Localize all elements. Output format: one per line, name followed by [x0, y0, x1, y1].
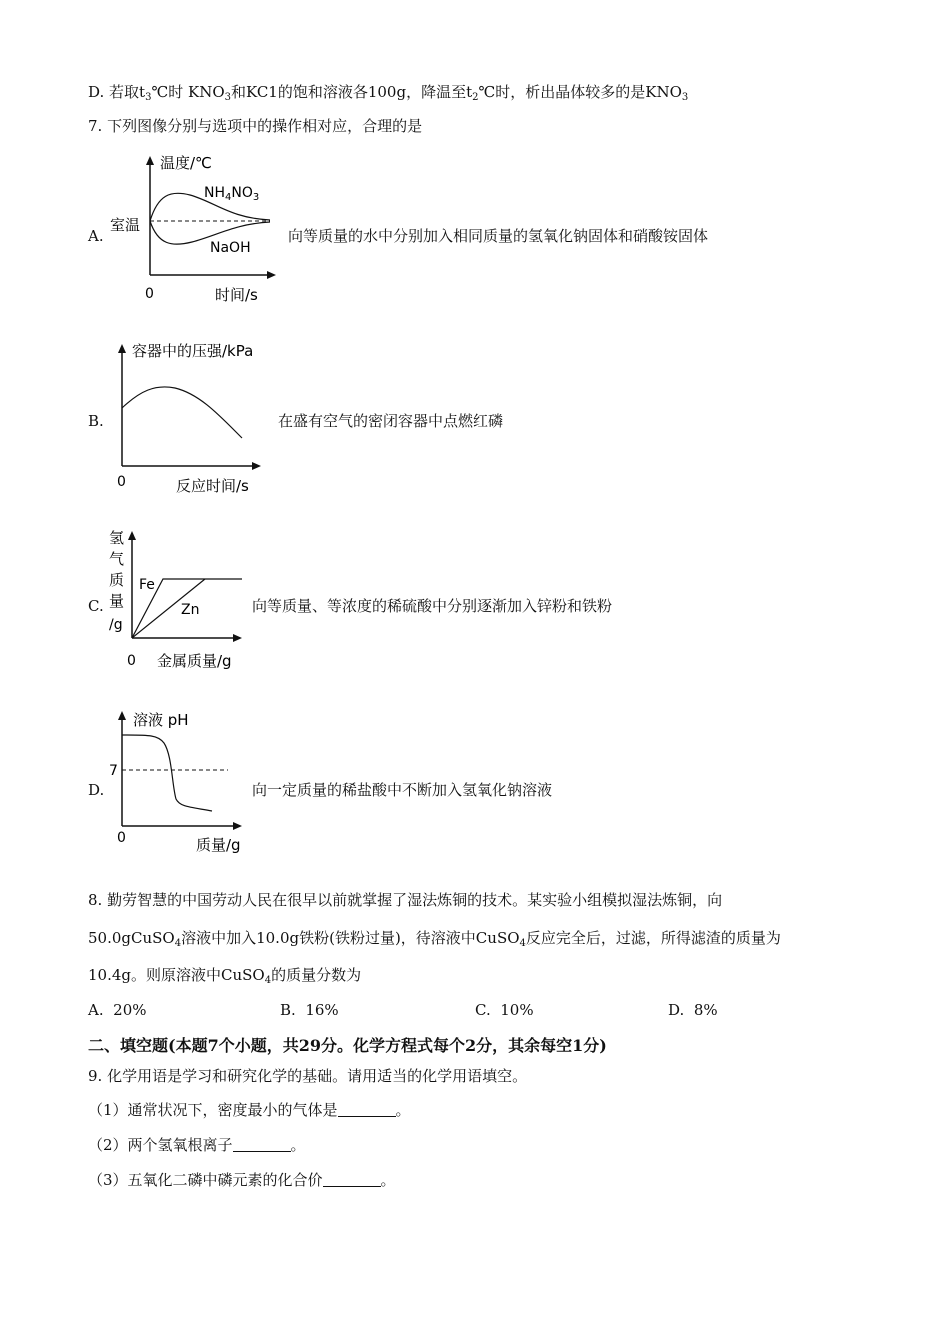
text: （1）通常状况下，密度最小的气体是 — [88, 1101, 338, 1119]
y-label: 温度/℃ — [160, 154, 212, 172]
sub: 3 — [145, 92, 152, 103]
sub: 3 — [224, 92, 232, 103]
q7-d-graph — [100, 705, 250, 860]
y-label: 溶液 pH — [133, 711, 189, 729]
x-label: 金属质量/g — [157, 652, 232, 670]
room-temp-label: 室温 — [110, 216, 141, 234]
text: 反应完全后，过滤，所得滤渣的质量为 — [525, 929, 781, 947]
q7-c-label: C. — [88, 597, 104, 615]
q8-option-b — [280, 1000, 339, 1020]
text: 10.4g。则原溶液中CuSO — [88, 966, 265, 984]
answer-blank[interactable] — [323, 1172, 381, 1187]
y-label-char: 质 — [109, 571, 125, 589]
text: 50.0gCuSO — [88, 929, 175, 947]
q7-c-graph — [100, 525, 250, 675]
q7-b-graph — [100, 336, 280, 501]
text: NH — [204, 185, 225, 201]
q7-b-text: 在盛有空气的密闭容器中点燃红磷 — [278, 412, 504, 430]
y-arrow — [118, 711, 126, 720]
q7-a-text: 向等质量的水中分别加入相同质量的氢氧化钠固体和硝酸铵固体 — [288, 227, 709, 245]
text: 若取t — [109, 83, 146, 101]
q8-option-a — [88, 1000, 147, 1020]
x-arrow — [267, 271, 276, 279]
zn-label: Zn — [181, 602, 200, 618]
ph-curve — [122, 735, 212, 811]
option-label: D. — [668, 1001, 685, 1019]
x-label: 反应时间/s — [176, 477, 249, 495]
x-label: 质量/g — [196, 836, 241, 854]
y-label: 容器中的压强/kPa — [132, 342, 254, 360]
x-label: 时间/s — [215, 286, 258, 304]
q8-line3 — [88, 965, 361, 991]
origin: 0 — [145, 286, 154, 302]
q9-item-1 — [88, 1100, 411, 1120]
q9-item-2 — [88, 1135, 306, 1155]
text: ℃时，析出晶体较多的是KNO — [478, 83, 682, 101]
sub: 3 — [681, 92, 689, 103]
q7-c-text: 向等质量、等浓度的稀硫酸中分别逐渐加入锌粉和铁粉 — [252, 597, 613, 615]
y-arrow — [146, 156, 154, 165]
q7-stem: 7. 下列图像分别与选项中的操作相对应，合理的是 — [88, 117, 423, 135]
answer-blank[interactable] — [338, 1102, 396, 1117]
y-label-char: 氢 — [109, 529, 125, 547]
answer-blank[interactable] — [233, 1137, 291, 1152]
text: 。 — [290, 1136, 306, 1154]
option-value: 20% — [113, 1001, 147, 1019]
text: NO — [231, 185, 253, 201]
text: 溶液中加入10.0g铁粉(铁粉过量)，待溶液中CuSO — [181, 929, 520, 947]
sub: 4 — [264, 975, 272, 986]
y-label-char: /g — [109, 617, 123, 633]
origin: 0 — [127, 653, 136, 669]
q7-d-label: D. — [88, 781, 105, 799]
text: 。 — [380, 1171, 396, 1189]
naoh-label: NaOH — [210, 240, 251, 256]
pressure-curve — [122, 387, 242, 438]
option-label: D. — [88, 83, 105, 101]
q9-stem: 9. 化学用语是学习和研究化学的基础。请用适当的化学用语填空。 — [88, 1067, 528, 1085]
sub: 3 — [252, 192, 260, 203]
q8-option-c — [475, 1000, 534, 1020]
y-arrow — [118, 344, 126, 353]
sub: 4 — [519, 938, 526, 949]
option-value: 8% — [693, 1001, 718, 1019]
q7-d-text: 向一定质量的稀盐酸中不断加入氢氧化钠溶液 — [252, 781, 553, 799]
option-value: 10% — [500, 1001, 534, 1019]
fe-label: Fe — [139, 577, 155, 593]
q8-line2 — [88, 928, 781, 954]
option-label: A. — [88, 1001, 104, 1019]
origin: 0 — [117, 474, 126, 490]
section-2-title: 二、填空题(本题7个小题，共29分。化学方程式每个2分，其余每空1分) — [88, 1036, 607, 1055]
q7-b-label: B. — [88, 412, 104, 430]
origin: 0 — [117, 830, 126, 846]
text: （2）两个氢氧根离子 — [88, 1136, 233, 1154]
q7-a-graph — [100, 150, 280, 310]
text: 。 — [395, 1101, 411, 1119]
sub: 4 — [225, 192, 232, 203]
y-label-char: 气 — [109, 550, 125, 568]
q8-line1: 8. 勤劳智慧的中国劳动人民在很早以前就掌握了湿法炼铜的技术。某实验小组模拟湿法炼铜，向 — [88, 891, 723, 909]
q8-option-d — [668, 1000, 718, 1020]
option-label: B. — [280, 1001, 296, 1019]
text: ℃时 KNO — [151, 83, 225, 101]
y-arrow — [128, 531, 136, 540]
ph7-label: 7 — [109, 763, 118, 779]
option-label: C. — [475, 1001, 491, 1019]
x-arrow — [252, 462, 261, 470]
q9-item-3 — [88, 1170, 396, 1190]
prev-option-d — [88, 82, 688, 108]
sub: 2 — [472, 92, 479, 103]
text: 和KC1的饱和溶液各100g，降温至t — [231, 83, 473, 101]
option-value: 16% — [305, 1001, 339, 1019]
nh4no3-label — [204, 185, 259, 203]
text: 的质量分数为 — [271, 966, 362, 984]
x-arrow — [233, 822, 242, 830]
x-arrow — [233, 634, 242, 642]
y-label-char: 量 — [109, 592, 125, 610]
text: （3）五氧化二磷中磷元素的化合价 — [88, 1171, 323, 1189]
sub: 4 — [174, 938, 182, 949]
q7-a-label: A. — [88, 227, 104, 245]
